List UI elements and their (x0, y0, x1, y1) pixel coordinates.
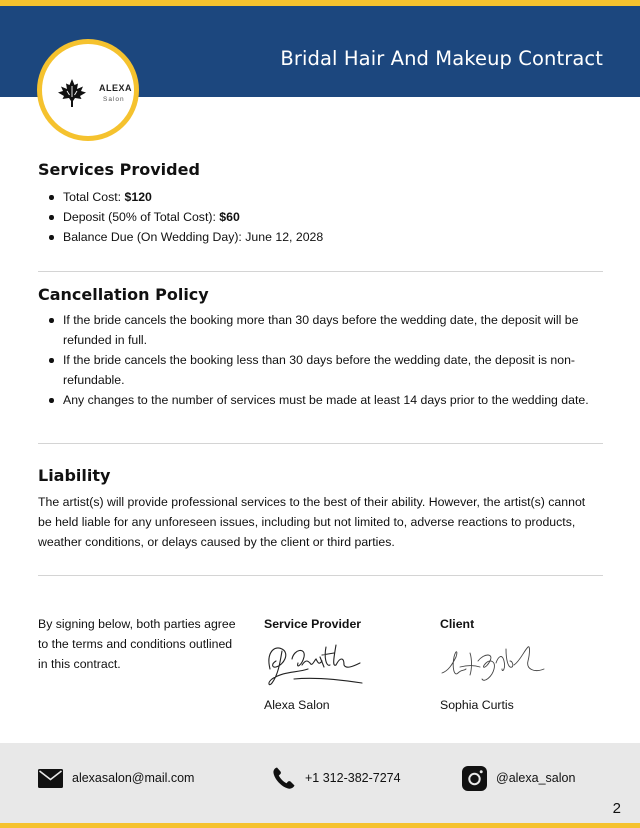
phone-text: +1 312-382-7274 (305, 771, 401, 785)
divider (38, 575, 603, 576)
cancellation-section (38, 285, 603, 410)
liability-heading: Liability (38, 466, 111, 485)
list-item: Any changes to the number of services must be made at least 14 days prior to the wedding date. (38, 390, 603, 410)
logo-name: ALEXA (99, 83, 133, 93)
divider (38, 443, 603, 444)
liability-section (38, 466, 598, 552)
social-contact[interactable] (462, 763, 575, 793)
divider (38, 271, 603, 272)
maple-leaf-icon (56, 77, 88, 109)
list-item: Balance Due (On Wedding Day): June 12, 2028 (38, 227, 603, 247)
services-heading: Services Provided (38, 160, 200, 179)
logo-badge (37, 39, 139, 141)
document-title: Bridal Hair And Makeup Contract (280, 47, 603, 70)
client-name: Sophia Curtis (440, 698, 514, 712)
email-text: alexasalon@mail.com (72, 771, 195, 785)
service-provider-signature (264, 639, 364, 691)
bottom-accent-stripe (0, 823, 640, 828)
list-item: If the bride cancels the booking more than 30 days before the wedding date, the deposit will be refunded in full. (38, 310, 603, 350)
email-contact[interactable] (38, 763, 194, 793)
service-provider-signature-block (264, 614, 424, 712)
liability-text: The artist(s) will provide professional services to the best of their ability. However, the artist(s) cannot be held liable for any unforeseen issues, including but not limited to, adverse reactions to products, weather conditions, or delays caused by the client or third parties. (38, 495, 586, 549)
page-number: 2 (612, 800, 621, 817)
list-item: Total Cost: $120 (38, 187, 603, 207)
envelope-icon (38, 769, 63, 788)
list-item: Deposit (50% of Total Cost): $60 (38, 207, 603, 227)
footer (0, 743, 640, 823)
social-handle: @alexa_salon (496, 771, 576, 785)
list-item: If the bride cancels the booking less than 30 days before the wedding date, the deposit is non-refundable. (38, 350, 603, 390)
client-heading: Client (440, 617, 475, 631)
services-section (38, 160, 603, 247)
cancellation-list (38, 310, 603, 410)
service-provider-name: Alexa Salon (264, 698, 330, 712)
phone-icon (272, 766, 296, 790)
services-list (38, 187, 603, 247)
phone-contact[interactable] (272, 763, 401, 793)
instagram-icon (462, 766, 487, 791)
signature-intro: By signing below, both parties agree to the terms and conditions outlined in this contract. (38, 617, 236, 671)
service-provider-heading: Service Provider (264, 617, 362, 631)
client-signature-block (440, 614, 600, 712)
logo-tagline: Salon (103, 96, 125, 103)
cancellation-heading: Cancellation Policy (38, 285, 209, 304)
client-signature (440, 639, 550, 691)
